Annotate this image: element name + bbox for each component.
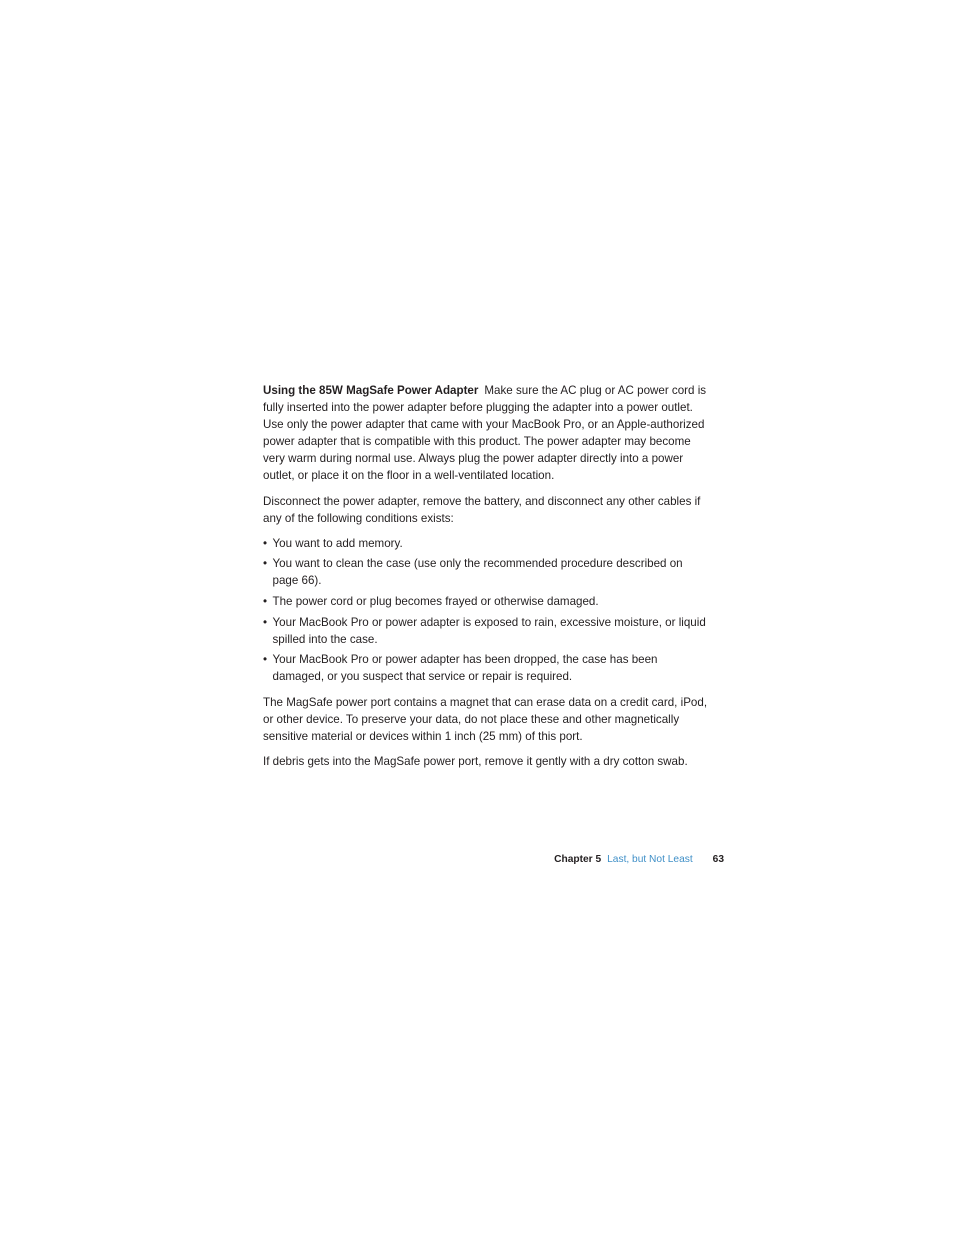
bullet-icon: • xyxy=(263,536,268,550)
list-item-text: You want to add memory. xyxy=(272,536,403,550)
list-item-text: You want to clean the case (use only the recommended procedure described on page 66). xyxy=(272,557,683,588)
list-item xyxy=(263,614,709,648)
list-item-text: Your MacBook Pro or power adapter is exposed to rain, excessive moisture, or liquid spilled into the case. xyxy=(272,615,706,646)
list-item xyxy=(263,555,709,589)
chapter-title: Last, but Not Least xyxy=(607,854,693,865)
page-body xyxy=(263,382,709,778)
bullet-icon: • xyxy=(263,615,268,629)
bullet-icon: • xyxy=(263,595,268,609)
bullet-icon: • xyxy=(263,557,268,571)
bullet-icon: • xyxy=(263,653,268,667)
chapter-label: Chapter 5 xyxy=(554,854,602,865)
list-item xyxy=(263,535,709,552)
power-adapter-heading: Using the 85W MagSafe Power Adapter xyxy=(263,384,479,397)
conditions-list xyxy=(263,535,709,686)
magsafe-paragraph: The MagSafe power port contains a magnet that can erase data on a credit card, iPod, or other device. To preserve your data, do not place these and other magnetically sensitive material or devices within 1 inch (25 mm) of this port. xyxy=(263,695,708,743)
debris-paragraph: If debris gets into the MagSafe power port, remove it gently with a dry cotton swab. xyxy=(263,754,688,768)
disconnect-paragraph: Disconnect the power adapter, remove the battery, and disconnect any other cables if any of the following conditions exists: xyxy=(263,494,701,525)
page-number: 63 xyxy=(712,854,724,865)
list-item-text: Your MacBook Pro or power adapter has been dropped, the case has been damaged, or you suspect that service or repair is required. xyxy=(272,653,658,684)
power-adapter-paragraph xyxy=(263,382,709,485)
power-adapter-text: Make sure the AC plug or AC power cord is fully inserted into the power adapter before plugging the adapter into a power outlet. Use only the power adapter that came with your MacBook Pro, or an Apple-authorized power adapter that is compatible with this product. The power adapter may become very warm during normal use. Always plug the power adapter directly into a power outlet, or place it on the floor in a well-ventilated location. xyxy=(263,384,707,483)
page-footer xyxy=(554,852,724,868)
list-item xyxy=(263,651,709,685)
list-item-text: The power cord or plug becomes frayed or otherwise damaged. xyxy=(272,595,599,609)
list-item xyxy=(263,593,709,610)
